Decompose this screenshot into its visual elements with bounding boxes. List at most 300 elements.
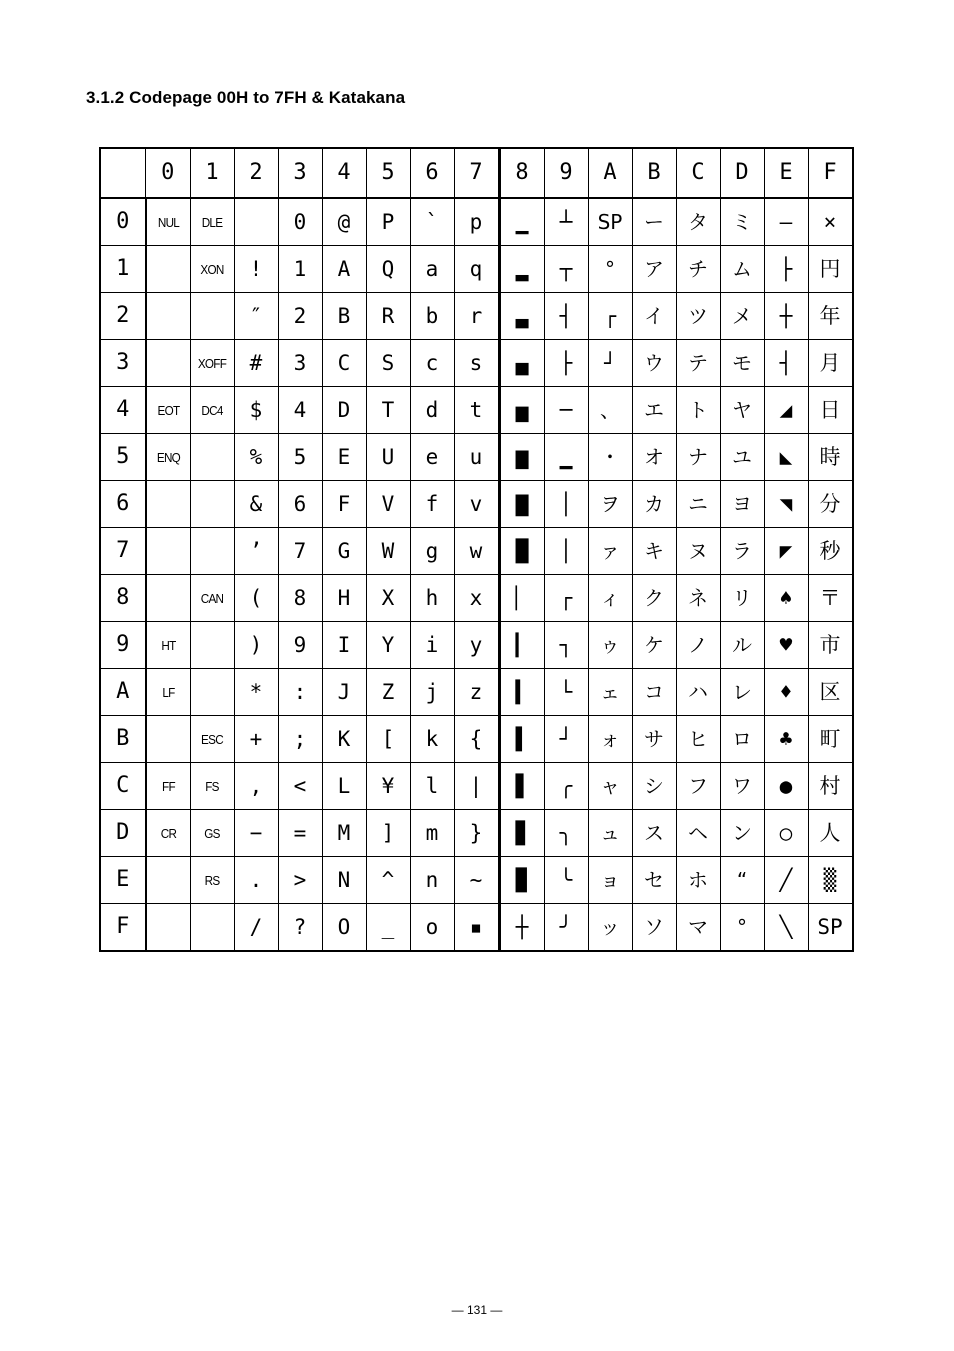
char-cell: ♣: [764, 716, 808, 763]
char-cell: エ: [632, 387, 676, 434]
char-cell: 2: [278, 293, 322, 340]
char-cell: 〒: [808, 575, 853, 622]
char-cell: m: [410, 810, 454, 857]
row-header: B: [100, 716, 146, 763]
char-cell: <: [278, 763, 322, 810]
char-cell: ▃: [499, 293, 544, 340]
char-cell: a: [410, 246, 454, 293]
char-cell: V: [366, 481, 410, 528]
char-cell: W: [366, 528, 410, 575]
char-cell: ┘: [544, 716, 588, 763]
char-cell: オ: [632, 434, 676, 481]
char-cell: ア: [632, 246, 676, 293]
char-cell: [190, 904, 234, 952]
column-header: 1: [190, 148, 234, 198]
char-cell: ム: [720, 246, 764, 293]
char-cell: (: [234, 575, 278, 622]
char-cell: ト: [676, 387, 720, 434]
char-cell: シ: [632, 763, 676, 810]
row-header: 6: [100, 481, 146, 528]
table-row: [100, 528, 853, 575]
char-cell: Y: [366, 622, 410, 669]
char-cell: ┤: [764, 340, 808, 387]
char-cell: ): [234, 622, 278, 669]
char-cell: 9: [278, 622, 322, 669]
char-cell: ¥: [366, 763, 410, 810]
char-cell: 8: [278, 575, 322, 622]
char-cell: ┴: [544, 198, 588, 246]
char-cell: ╯: [544, 904, 588, 952]
char-cell: └: [544, 669, 588, 716]
char-cell: r: [454, 293, 499, 340]
char-cell: E: [322, 434, 366, 481]
char-cell: ┼: [499, 904, 544, 952]
table-row: [100, 387, 853, 434]
char-cell: イ: [632, 293, 676, 340]
char-cell: p: [454, 198, 499, 246]
row-header: 2: [100, 293, 146, 340]
char-cell: GS: [192, 810, 232, 857]
column-header: 3: [278, 148, 322, 198]
char-cell: ル: [720, 622, 764, 669]
table-row: [100, 622, 853, 669]
char-cell: ▏: [499, 575, 544, 622]
row-header: E: [100, 857, 146, 904]
char-cell: ╱: [764, 857, 808, 904]
char-cell: `: [410, 198, 454, 246]
column-header: A: [588, 148, 632, 198]
char-cell: F: [322, 481, 366, 528]
char-cell: h: [410, 575, 454, 622]
char-cell: [146, 716, 191, 763]
char-cell: S: [366, 340, 410, 387]
char-cell: レ: [720, 669, 764, 716]
char-cell: H: [322, 575, 366, 622]
char-cell: M: [322, 810, 366, 857]
char-cell: ▊: [499, 810, 544, 857]
table-row: [100, 340, 853, 387]
char-cell: ▎: [499, 622, 544, 669]
row-header: 3: [100, 340, 146, 387]
char-cell: 3: [278, 340, 322, 387]
char-cell: サ: [632, 716, 676, 763]
char-cell: g: [410, 528, 454, 575]
char-cell: +: [234, 716, 278, 763]
char-cell: ▂: [499, 246, 544, 293]
char-cell: ー: [632, 198, 676, 246]
char-cell: [234, 198, 278, 246]
table-row: [100, 575, 853, 622]
char-cell: ┌: [588, 293, 632, 340]
char-cell: ◣: [764, 434, 808, 481]
char-cell: 市: [808, 622, 853, 669]
char-cell: ▒: [808, 857, 853, 904]
char-cell: ヌ: [676, 528, 720, 575]
char-cell: ▆: [499, 434, 544, 481]
char-cell: │: [544, 528, 588, 575]
char-cell: ヲ: [588, 481, 632, 528]
char-cell: f: [410, 481, 454, 528]
column-header: 9: [544, 148, 588, 198]
char-cell: ▌: [499, 716, 544, 763]
char-cell: ン: [720, 810, 764, 857]
char-cell: ヤ: [720, 387, 764, 434]
char-cell: c: [410, 340, 454, 387]
char-cell: ;: [278, 716, 322, 763]
char-cell: y: [454, 622, 499, 669]
char-cell: ╲: [764, 904, 808, 952]
char-cell: k: [410, 716, 454, 763]
char-cell: :: [278, 669, 322, 716]
char-cell: RS: [192, 857, 232, 904]
char-cell: 区: [808, 669, 853, 716]
char-cell: CAN: [192, 575, 232, 622]
char-cell: 日: [808, 387, 853, 434]
char-cell: –: [764, 198, 808, 246]
char-cell: q: [454, 246, 499, 293]
char-cell: D: [322, 387, 366, 434]
char-cell: 年: [808, 293, 853, 340]
char-cell: >: [278, 857, 322, 904]
char-cell: T: [366, 387, 410, 434]
char-cell: NUL: [148, 198, 188, 246]
codepage-table: [99, 147, 854, 952]
char-cell: │: [544, 481, 588, 528]
char-cell: Q: [366, 246, 410, 293]
char-cell: 町: [808, 716, 853, 763]
char-cell: ォ: [588, 716, 632, 763]
char-cell: █: [499, 528, 544, 575]
char-cell: ╰: [544, 857, 588, 904]
char-cell: N: [322, 857, 366, 904]
column-header: B: [632, 148, 676, 198]
char-cell: ○: [764, 810, 808, 857]
char-cell: 4: [278, 387, 322, 434]
char-cell: [146, 904, 191, 952]
char-cell: 円: [808, 246, 853, 293]
char-cell: ♠: [764, 575, 808, 622]
char-cell: I: [322, 622, 366, 669]
char-cell: ッ: [588, 904, 632, 952]
char-cell: [190, 293, 234, 340]
char-cell: ョ: [588, 857, 632, 904]
char-cell: ♦: [764, 669, 808, 716]
char-cell: @: [322, 198, 366, 246]
column-header: D: [720, 148, 764, 198]
char-cell: チ: [676, 246, 720, 293]
char-cell: 分: [808, 481, 853, 528]
char-cell: ヨ: [720, 481, 764, 528]
char-cell: ィ: [588, 575, 632, 622]
char-cell: ├: [764, 246, 808, 293]
char-cell: °: [720, 904, 764, 952]
char-cell: 6: [278, 481, 322, 528]
column-header: F: [808, 148, 853, 198]
char-cell: ╭: [544, 763, 588, 810]
char-cell: ノ: [676, 622, 720, 669]
char-cell: ▅: [499, 387, 544, 434]
char-cell: X: [366, 575, 410, 622]
table-row: [100, 904, 853, 952]
section-title: 3.1.2 Codepage 00H to 7FH & Katakana: [86, 88, 406, 107]
char-cell: [146, 528, 191, 575]
char-cell: テ: [676, 340, 720, 387]
char-cell: ゥ: [588, 622, 632, 669]
char-cell: SP: [808, 904, 853, 952]
char-cell: ╮: [544, 810, 588, 857]
char-cell: ┐: [544, 622, 588, 669]
char-cell: [190, 669, 234, 716]
row-header: 8: [100, 575, 146, 622]
char-cell: [146, 481, 191, 528]
char-cell: ラ: [720, 528, 764, 575]
row-header: C: [100, 763, 146, 810]
char-cell: 人: [808, 810, 853, 857]
char-cell: s: [454, 340, 499, 387]
char-cell: z: [454, 669, 499, 716]
table-row: [100, 857, 853, 904]
char-cell: [146, 575, 191, 622]
char-cell: $: [234, 387, 278, 434]
char-cell: ENQ: [148, 434, 188, 481]
char-cell: ヘ: [676, 810, 720, 857]
char-cell: ク: [632, 575, 676, 622]
char-cell: C: [322, 340, 366, 387]
char-cell: ▇: [499, 481, 544, 528]
char-cell: ├: [544, 340, 588, 387]
char-cell: ◢: [764, 387, 808, 434]
char-cell: o: [410, 904, 454, 952]
char-cell: ▋: [499, 763, 544, 810]
char-cell: 5: [278, 434, 322, 481]
char-cell: −: [234, 810, 278, 857]
char-cell: ,: [234, 763, 278, 810]
row-header: 0: [100, 198, 146, 246]
table-row: [100, 246, 853, 293]
char-cell: e: [410, 434, 454, 481]
char-cell: DC4: [192, 387, 232, 434]
char-cell: j: [410, 669, 454, 716]
char-cell: ESC: [192, 716, 232, 763]
char-cell: [146, 246, 191, 293]
column-header: 4: [322, 148, 366, 198]
char-cell: b: [410, 293, 454, 340]
page-number: — 131 —: [451, 1303, 503, 1317]
column-header: 6: [410, 148, 454, 198]
char-cell: L: [322, 763, 366, 810]
char-cell: ◤: [764, 528, 808, 575]
char-cell: ’: [234, 528, 278, 575]
char-cell: ▁: [544, 434, 588, 481]
char-cell: 村: [808, 763, 853, 810]
char-cell: ナ: [676, 434, 720, 481]
char-cell: ャ: [588, 763, 632, 810]
char-cell: /: [234, 904, 278, 952]
char-cell: %: [234, 434, 278, 481]
char-cell: ツ: [676, 293, 720, 340]
char-cell: CR: [148, 810, 188, 857]
char-cell: ♥: [764, 622, 808, 669]
char-cell: ┤: [544, 293, 588, 340]
char-cell: [: [366, 716, 410, 763]
char-cell: ▄: [499, 340, 544, 387]
column-header: E: [764, 148, 808, 198]
column-header: 0: [146, 148, 191, 198]
char-cell: v: [454, 481, 499, 528]
char-cell: [190, 528, 234, 575]
column-header: 7: [454, 148, 499, 198]
table-row: [100, 810, 853, 857]
table-row: [100, 481, 853, 528]
header-row: [100, 148, 853, 198]
char-cell: ス: [632, 810, 676, 857]
char-cell: ┌: [544, 575, 588, 622]
char-cell: .: [234, 857, 278, 904]
char-cell: フ: [676, 763, 720, 810]
column-header: C: [676, 148, 720, 198]
char-cell: !: [234, 246, 278, 293]
char-cell: [190, 434, 234, 481]
char-cell: ハ: [676, 669, 720, 716]
char-cell: [190, 481, 234, 528]
char-cell: n: [410, 857, 454, 904]
column-header: 5: [366, 148, 410, 198]
char-cell: ◥: [764, 481, 808, 528]
char-cell: ●: [764, 763, 808, 810]
char-cell: [146, 857, 191, 904]
char-cell: ?: [278, 904, 322, 952]
char-cell: ワ: [720, 763, 764, 810]
char-cell: u: [454, 434, 499, 481]
char-cell: 秒: [808, 528, 853, 575]
row-header: 5: [100, 434, 146, 481]
row-header: 1: [100, 246, 146, 293]
column-header: 2: [234, 148, 278, 198]
char-cell: ミ: [720, 198, 764, 246]
char-cell: [146, 340, 191, 387]
table-row: [100, 763, 853, 810]
char-cell: _: [366, 904, 410, 952]
char-cell: ─: [544, 387, 588, 434]
char-cell: °: [588, 246, 632, 293]
char-cell: ^: [366, 857, 410, 904]
char-cell: ケ: [632, 622, 676, 669]
table-row: [100, 434, 853, 481]
char-cell: J: [322, 669, 366, 716]
char-cell: l: [410, 763, 454, 810]
char-cell: ▍: [499, 669, 544, 716]
table-row: [100, 198, 853, 246]
char-cell: }: [454, 810, 499, 857]
char-cell: x: [454, 575, 499, 622]
char-cell: セ: [632, 857, 676, 904]
char-cell: 1: [278, 246, 322, 293]
row-header: 7: [100, 528, 146, 575]
char-cell: コ: [632, 669, 676, 716]
char-cell: EOT: [148, 387, 188, 434]
char-cell: ]: [366, 810, 410, 857]
char-cell: d: [410, 387, 454, 434]
char-cell: U: [366, 434, 410, 481]
char-cell: 、: [588, 387, 632, 434]
row-header: D: [100, 810, 146, 857]
table-row: [100, 669, 853, 716]
char-cell: ″: [234, 293, 278, 340]
char-cell: &: [234, 481, 278, 528]
char-cell: #: [234, 340, 278, 387]
char-cell: A: [322, 246, 366, 293]
char-cell: HT: [148, 622, 188, 669]
char-cell: R: [366, 293, 410, 340]
char-cell: ヒ: [676, 716, 720, 763]
char-cell: ウ: [632, 340, 676, 387]
char-cell: ▁: [499, 198, 544, 246]
char-cell: モ: [720, 340, 764, 387]
char-cell: ▪: [454, 904, 499, 952]
char-cell: 0: [278, 198, 322, 246]
char-cell: ~: [454, 857, 499, 904]
char-cell: K: [322, 716, 366, 763]
char-cell: B: [322, 293, 366, 340]
corner-cell: [100, 148, 146, 198]
char-cell: {: [454, 716, 499, 763]
char-cell: ・: [588, 434, 632, 481]
char-cell: ┬: [544, 246, 588, 293]
row-header: F: [100, 904, 146, 952]
char-cell: キ: [632, 528, 676, 575]
row-header: 9: [100, 622, 146, 669]
char-cell: FS: [192, 763, 232, 810]
char-cell: |: [454, 763, 499, 810]
char-cell: リ: [720, 575, 764, 622]
char-cell: タ: [676, 198, 720, 246]
char-cell: FF: [148, 763, 188, 810]
table-row: [100, 716, 853, 763]
column-header: 8: [499, 148, 544, 198]
char-cell: DLE: [192, 198, 232, 246]
char-cell: SP: [588, 198, 632, 246]
char-cell: XON: [192, 246, 232, 293]
char-cell: ×: [808, 198, 853, 246]
char-cell: =: [278, 810, 322, 857]
char-cell: t: [454, 387, 499, 434]
char-cell: “: [720, 857, 764, 904]
char-cell: ▉: [499, 857, 544, 904]
char-cell: P: [366, 198, 410, 246]
char-cell: w: [454, 528, 499, 575]
char-cell: *: [234, 669, 278, 716]
char-cell: ユ: [720, 434, 764, 481]
char-cell: 7: [278, 528, 322, 575]
char-cell: LF: [148, 669, 188, 716]
char-cell: メ: [720, 293, 764, 340]
char-cell: ュ: [588, 810, 632, 857]
char-cell: ロ: [720, 716, 764, 763]
char-cell: [146, 293, 191, 340]
row-header: A: [100, 669, 146, 716]
char-cell: ェ: [588, 669, 632, 716]
row-header: 4: [100, 387, 146, 434]
char-cell: G: [322, 528, 366, 575]
char-cell: ネ: [676, 575, 720, 622]
char-cell: カ: [632, 481, 676, 528]
char-cell: ┼: [764, 293, 808, 340]
char-cell: 月: [808, 340, 853, 387]
char-cell: ニ: [676, 481, 720, 528]
char-cell: ァ: [588, 528, 632, 575]
char-cell: ソ: [632, 904, 676, 952]
char-cell: マ: [676, 904, 720, 952]
